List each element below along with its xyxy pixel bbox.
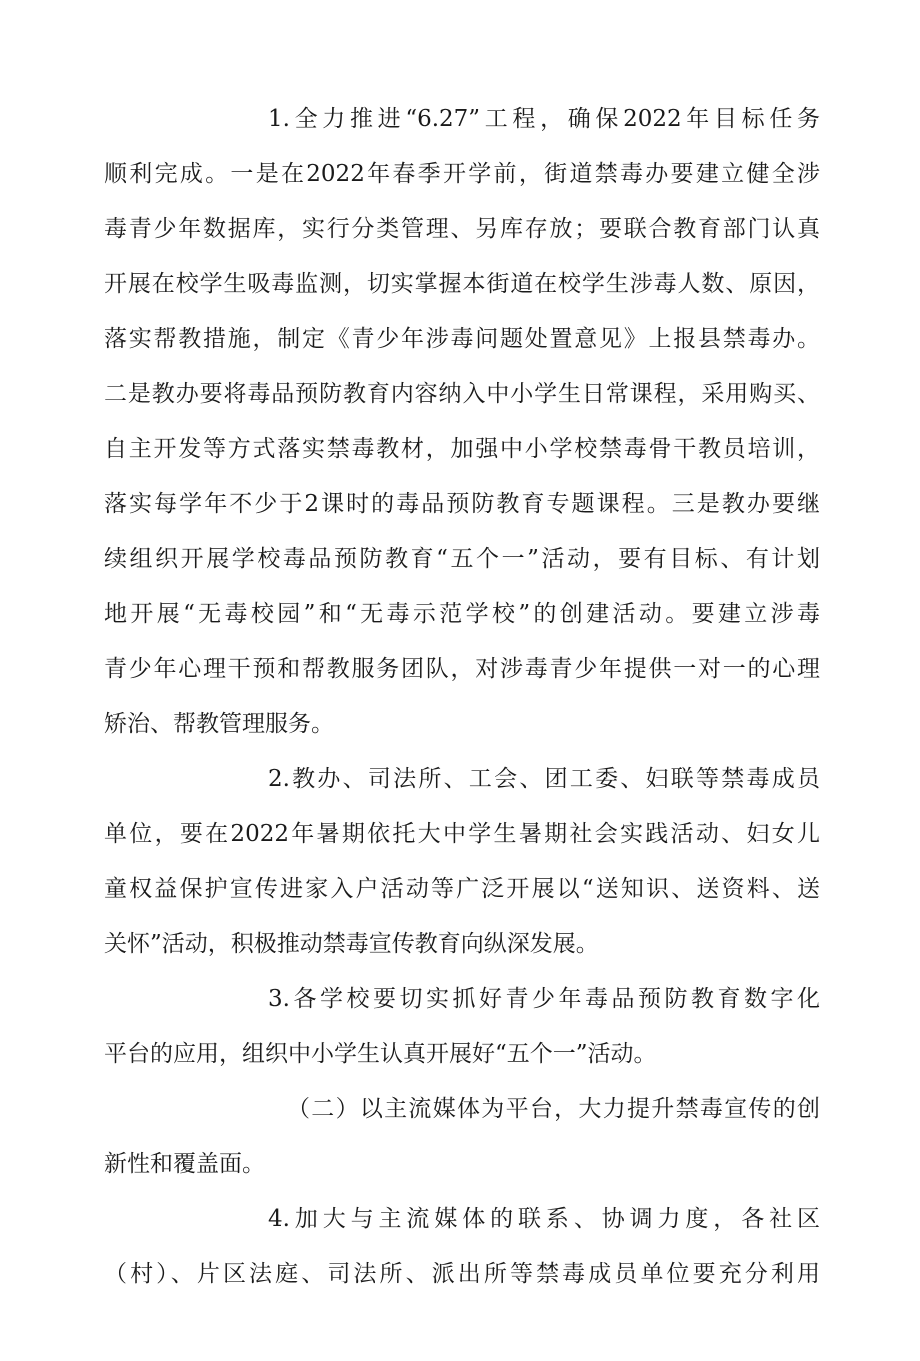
paragraph-1-line-11: 青少年心理干预和帮教服务团队，对涉毒青少年提供一对一的心理 — [104, 656, 820, 682]
paragraph-3-line-2: 平台的应用，组织中小学生认真开展好“五个一”活动。 — [104, 1041, 657, 1067]
paragraph-1-line-8: 落实每学年不少于2课时的毒品预防教育专题课程。三是教办要继 — [104, 491, 820, 517]
section-heading-line-1: （二）以主流媒体为平台，大力提升禁毒宣传的创 — [287, 1096, 820, 1122]
paragraph-3-line-1: 3.各学校要切实抓好青少年毒品预防教育数字化 — [268, 986, 820, 1012]
section-heading-line-2: 新性和覆盖面。 — [104, 1151, 265, 1177]
paragraph-1-line-10: 地开展“无毒校园”和“无毒示范学校”的创建活动。要建立涉毒 — [104, 601, 820, 627]
paragraph-4-line-2: （村）、片区法庭、司法所、派出所等禁毒成员单位要充分利用 — [104, 1261, 820, 1287]
paragraph-2-line-4: 关怀”活动，积极推动禁毒宣传教育向纵深发展。 — [104, 931, 599, 957]
paragraph-1-line-4: 开展在校学生吸毒监测，切实掌握本街道在校学生涉毒人数、原因， — [104, 271, 820, 297]
paragraph-2-line-1: 2.教办、司法所、工会、团工委、妇联等禁毒成员 — [268, 766, 820, 792]
paragraph-1-line-12: 矫治、帮教管理服务。 — [104, 711, 334, 737]
paragraph-1-line-7: 自主开发等方式落实禁毒教材，加强中小学校禁毒骨干教员培训， — [104, 436, 820, 462]
paragraph-4-line-1: 4.加大与主流媒体的联系、协调力度，各社区 — [268, 1206, 820, 1232]
paragraph-2-line-3: 童权益保护宣传进家入户活动等广泛开展以“送知识、送资料、送 — [104, 876, 820, 902]
paragraph-1-line-1: 1.全力推进“6.27”工程，确保2022年目标任务 — [268, 106, 820, 132]
paragraph-1-line-6: 二是教办要将毒品预防教育内容纳入中小学生日常课程，采用购买、 — [104, 381, 820, 407]
paragraph-1-line-5: 落实帮教措施，制定《青少年涉毒问题处置意见》上报县禁毒办。 — [104, 326, 820, 352]
paragraph-1-line-2: 顺利完成。一是在2022年春季开学前，街道禁毒办要建立健全涉 — [104, 161, 820, 187]
paragraph-1-line-3: 毒青少年数据库，实行分类管理、另库存放；要联合教育部门认真 — [104, 216, 820, 242]
paragraph-2-line-2: 单位，要在2022年暑期依托大中学生暑期社会实践活动、妇女儿 — [104, 821, 820, 847]
paragraph-1-line-9: 续组织开展学校毒品预防教育“五个一”活动，要有目标、有计划 — [104, 546, 820, 572]
